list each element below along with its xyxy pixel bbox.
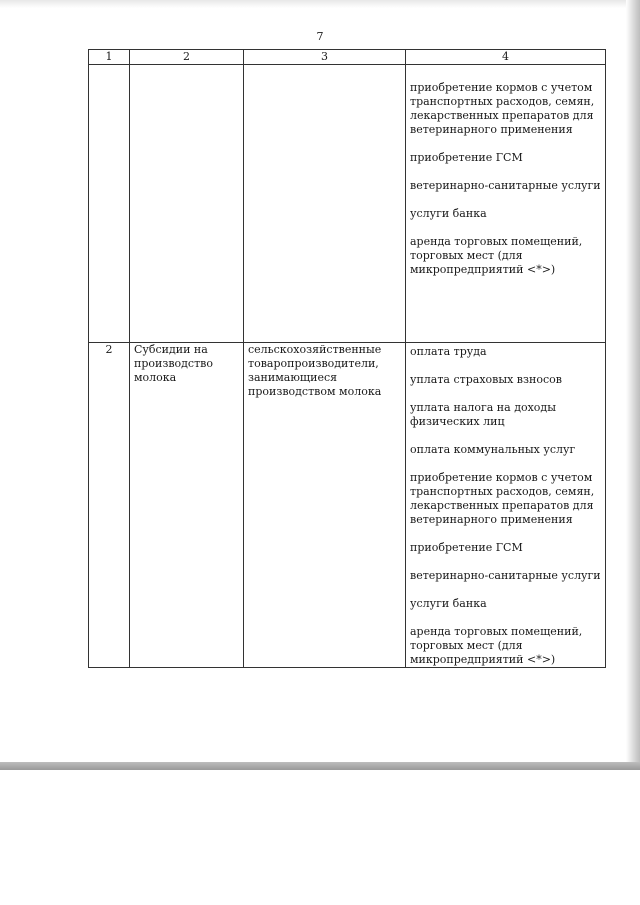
row-number-cell: 2 <box>89 343 130 668</box>
recipients-cell <box>244 65 406 343</box>
column-header-2: 2 <box>130 50 244 65</box>
purpose-item: услуги банка <box>410 597 487 610</box>
column-header-4: 4 <box>406 50 606 65</box>
table-header-row <box>89 50 606 65</box>
purpose-item: ветеринарно-санитарные услуги <box>410 569 601 582</box>
purposes-cell <box>406 65 606 343</box>
scan-shadow-right <box>626 0 640 770</box>
subsidy-name-cell: Субсидии на производство молока <box>130 343 244 668</box>
table-row <box>89 65 606 343</box>
purpose-item: приобретение кормов с учетом транспортных расходов, семян, лекарственных препаратов для ветеринарного применения <box>410 471 595 526</box>
scan-shadow-top <box>0 0 640 8</box>
column-header-3: 3 <box>244 50 406 65</box>
purpose-item: уплата налога на доходы физических лиц <box>410 401 556 428</box>
row-number-cell <box>89 65 130 343</box>
purposes-cell <box>406 343 606 668</box>
subsidy-name-cell <box>130 65 244 343</box>
purpose-item: аренда торговых помещений, торговых мест (для микропредприятий <*>) <box>410 625 583 666</box>
purpose-item: приобретение кормов с учетом транспортных расходов, семян, лекарственных препаратов для ветеринарного применения <box>410 81 595 136</box>
purpose-item: приобретение ГСМ <box>410 541 523 554</box>
purpose-item: ветеринарно-санитарные услуги <box>410 179 601 192</box>
purpose-item: услуги банка <box>410 207 487 220</box>
purpose-item: приобретение ГСМ <box>410 151 523 164</box>
subsidy-table <box>88 49 606 668</box>
purpose-item: оплата труда <box>410 345 487 358</box>
page-number: 7 <box>316 30 324 43</box>
purpose-item: уплата страховых взносов <box>410 373 562 386</box>
recipients-cell: сельскохозяйственные товаропроизводители, занимающиеся производством молока <box>244 343 406 668</box>
column-header-1: 1 <box>89 50 130 65</box>
table-row <box>89 343 606 668</box>
purpose-item: оплата коммунальных услуг <box>410 443 576 456</box>
scan-page-edge <box>0 762 640 770</box>
purpose-item: аренда торговых помещений, торговых мест (для микропредприятий <*>) <box>410 235 583 276</box>
